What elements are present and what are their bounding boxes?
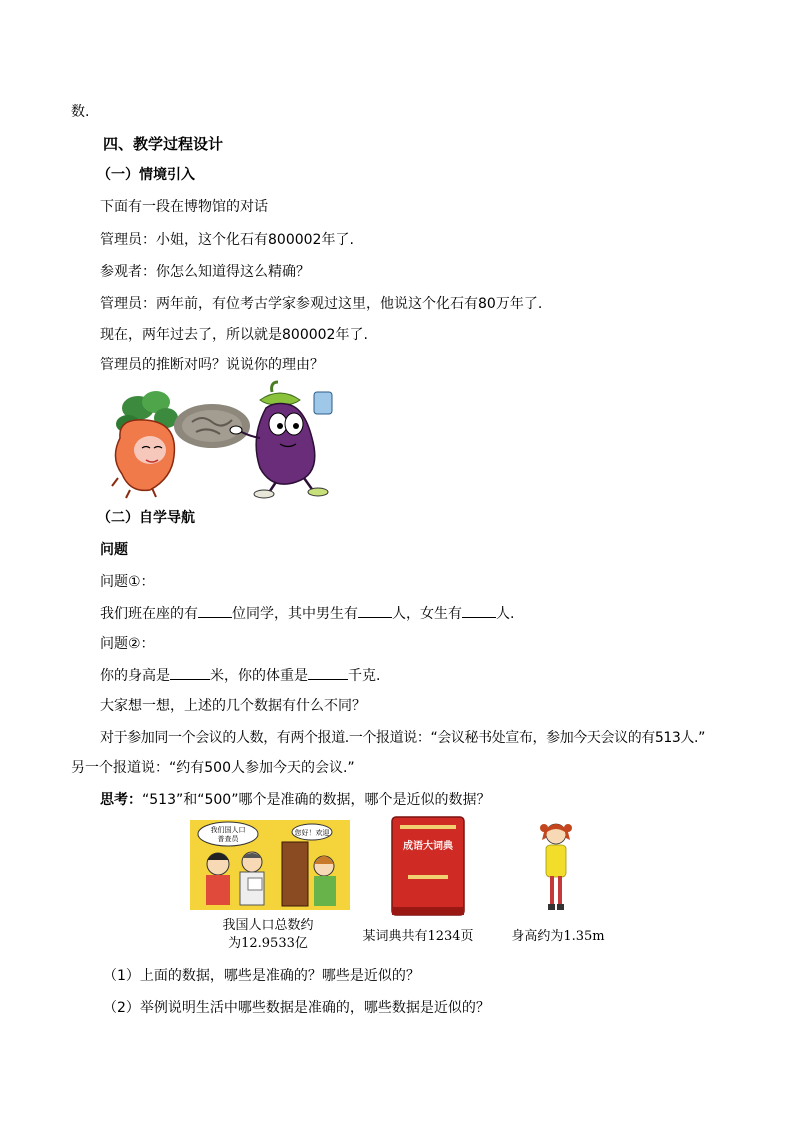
part2-subheading: 问题 (100, 542, 128, 558)
question1-text (100, 603, 514, 624)
dictionary-illustration (388, 815, 468, 919)
caption-population-line1: 我国人口总数约 (222, 918, 314, 933)
question-item-2: （2）举例说明生活中哪些数据是准确的，哪些数据是近似的？ (103, 1000, 490, 1016)
answer-blank[interactable] (198, 603, 232, 618)
think-prompt: 大家想一想，上述的几个数据有什么不同？ (100, 698, 366, 714)
part1-intro: 下面有一段在博物馆的对话 (100, 199, 268, 215)
answer-blank[interactable] (308, 665, 348, 680)
question2-label: 问题②： (100, 636, 155, 652)
dialog-line: 管理员的推断对吗？说说你的理由？ (100, 357, 324, 373)
q1-part: 我们班在座的有 (100, 606, 198, 622)
population-census-cartoon (190, 820, 350, 910)
bubble-text: 您好！欢迎 (294, 829, 330, 837)
eggplant-character (230, 382, 332, 498)
girl-illustration (538, 818, 574, 914)
top-fragment: 数. (71, 104, 90, 120)
think-question (100, 790, 490, 810)
q1-part: 人. (496, 606, 515, 622)
caption-dictionary: 某词典共有1234页 (362, 929, 474, 944)
question1-label: 问题①： (100, 574, 155, 590)
caption-girl: 身高约为1.35m (511, 929, 605, 944)
bubble-text: 我们国人口 (210, 826, 246, 834)
dialog-line: 现在，两年过去了，所以就是800002年了. (100, 327, 368, 343)
dialog-line: 管理员：两年前，有位考古学家参观过这里，他说这个化石有80万年了. (100, 296, 543, 312)
dialog-line: 参观者：你怎么知道得这么精确？ (100, 264, 310, 280)
dialog-line: 管理员：小姐，这个化石有800002年了. (100, 232, 354, 248)
q2-part: 米，你的体重是 (210, 668, 308, 684)
answer-blank[interactable] (462, 603, 496, 618)
part1-heading: （一）情境引入 (97, 167, 195, 183)
museum-cartoon-illustration (100, 378, 360, 500)
q1-part: 位同学，其中男生有 (232, 606, 358, 622)
bubble-text: 普查员 (217, 835, 239, 843)
report-line-2: 另一个报道说：“约有500人参加今天的会议.” (71, 760, 355, 776)
think-text: “513”和“500”哪个是准确的数据，哪个是近似的数据？ (142, 792, 491, 808)
question2-text (100, 665, 380, 686)
part2-heading: （二）自学导航 (97, 510, 195, 526)
answer-blank[interactable] (358, 603, 392, 618)
question-item-1: （1）上面的数据，哪些是准确的？哪些是近似的？ (103, 968, 420, 984)
section-heading: 四、教学过程设计 (103, 135, 224, 153)
think-label: 思考： (100, 792, 142, 808)
caption-population-line2: 为12.9533亿 (228, 936, 308, 951)
q2-part: 你的身高是 (100, 668, 170, 684)
report-line-1: 对于参加同一个会议的人数，有两个报道.一个报道说：“会议秘书处宣布，参加今天会议的有513人.” (100, 730, 705, 746)
q1-part: 人，女生有 (392, 606, 462, 622)
q2-part: 千克. (348, 668, 381, 684)
dictionary-title: 成语大词典 (403, 841, 453, 852)
answer-blank[interactable] (170, 665, 210, 680)
